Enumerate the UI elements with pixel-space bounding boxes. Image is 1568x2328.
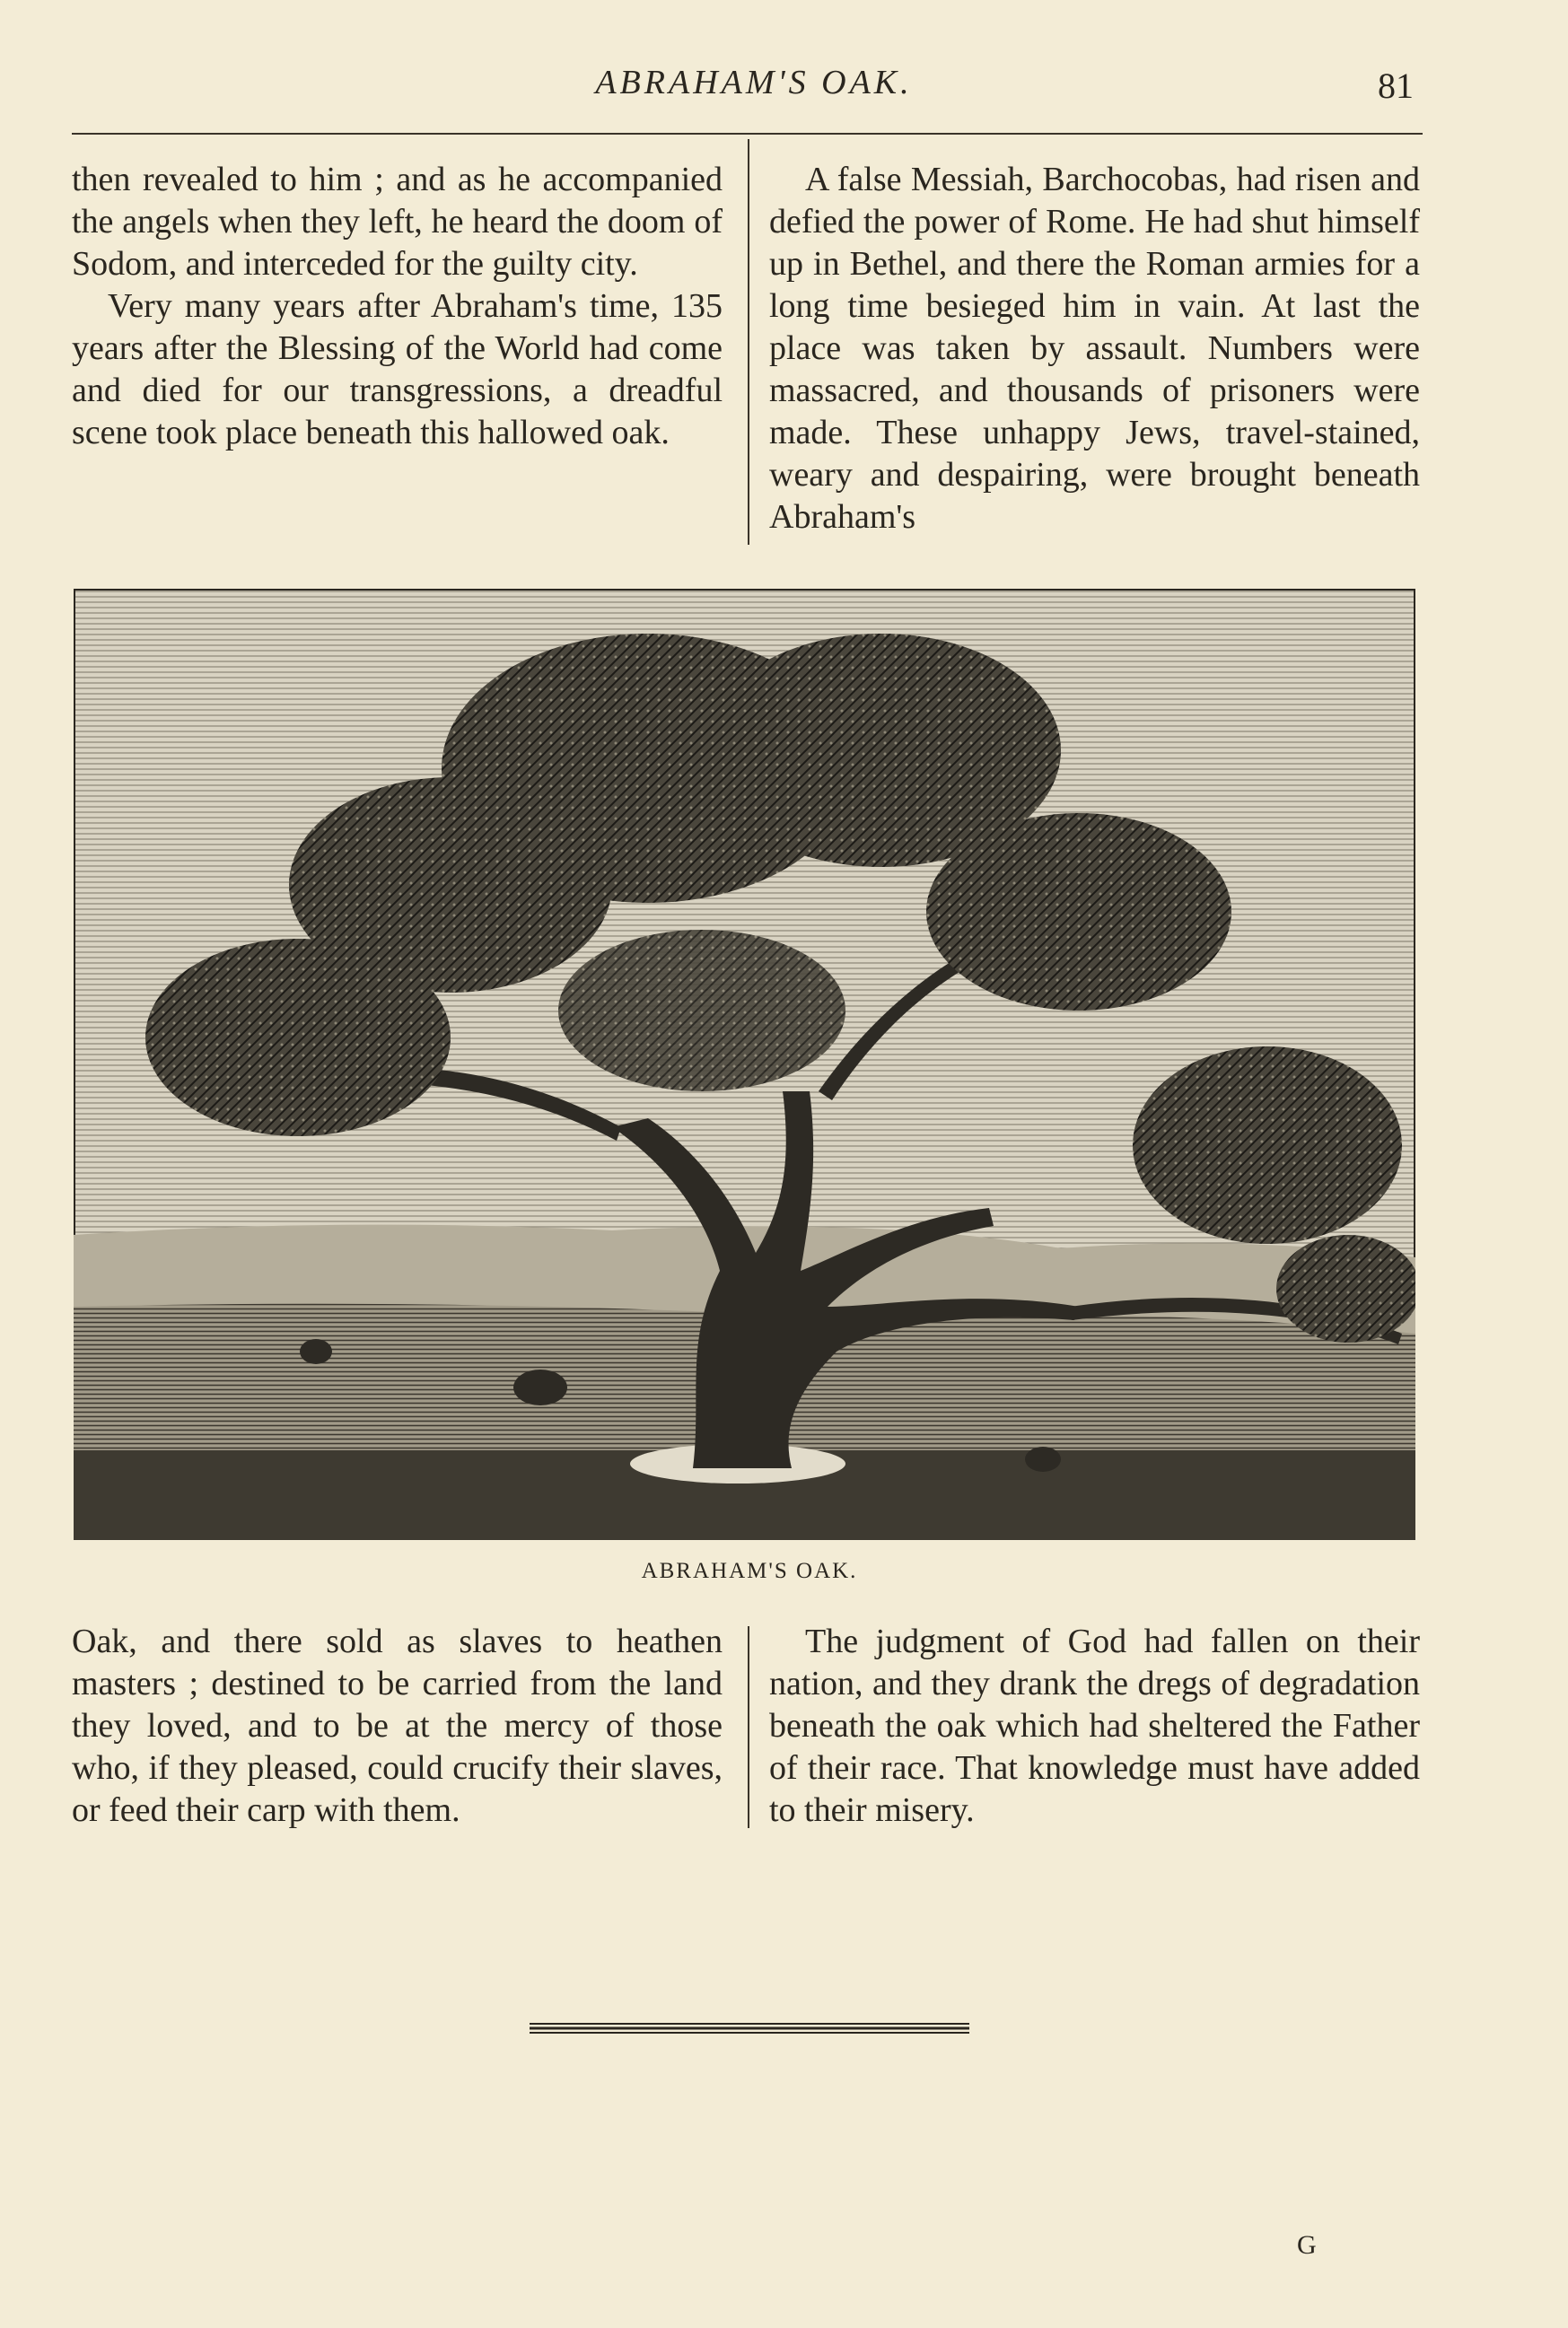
- signature-mark: G: [1297, 2230, 1317, 2260]
- engraving-illustration: [74, 589, 1415, 1540]
- text-column-bottom-right: [769, 1621, 1420, 1832]
- figure-caption: ABRAHAM'S OAK.: [641, 1559, 858, 1583]
- paragraph: A false Messiah, Barchocobas, had risen and defied the power of Rome. He had shut himself up in Bethel, and there the Roman armies for a long time besieged him in vain. At last the place was taken by assault. Numbers were massacred, and thousands of prisoners were made. These unhappy Jews, travel-stained, weary and despairing, were brought beneath Abraham's: [769, 161, 1420, 536]
- paragraph: The judgment of God had fallen on their nation, and they drank the dregs of degradation beneath the oak which had sheltered the Father of their race. That knowledge must have added to their misery.: [769, 1623, 1420, 1829]
- column-divider-top: [748, 139, 749, 545]
- paragraph: Very many years after Abraham's time, 135 years after the Blessing of the World had come and died for our transgressions, a dreadful scene took place beneath this hallowed oak.: [72, 287, 723, 451]
- text-column-top-right: [769, 159, 1420, 538]
- paragraph: Oak, and there sold as slaves to heathen masters ; destined to be carried from the land they loved, and to be at the mercy of those who, if they pleased, could crucify their slaves, or feed their carp with them.: [72, 1623, 723, 1829]
- ornamental-rule: [530, 2020, 969, 2036]
- running-header-title: ABRAHAM'S OAK.: [595, 64, 913, 101]
- column-divider-bottom: [748, 1626, 749, 1828]
- page-number: 81: [1378, 66, 1414, 106]
- paragraph: then revealed to him ; and as he accompanied the angels when they left, he heard the doom of Sodom, and interceded for the guilty city.: [72, 161, 723, 283]
- text-column-top-left: [72, 159, 723, 454]
- header-rule: [72, 133, 1423, 135]
- text-column-bottom-left: [72, 1621, 723, 1832]
